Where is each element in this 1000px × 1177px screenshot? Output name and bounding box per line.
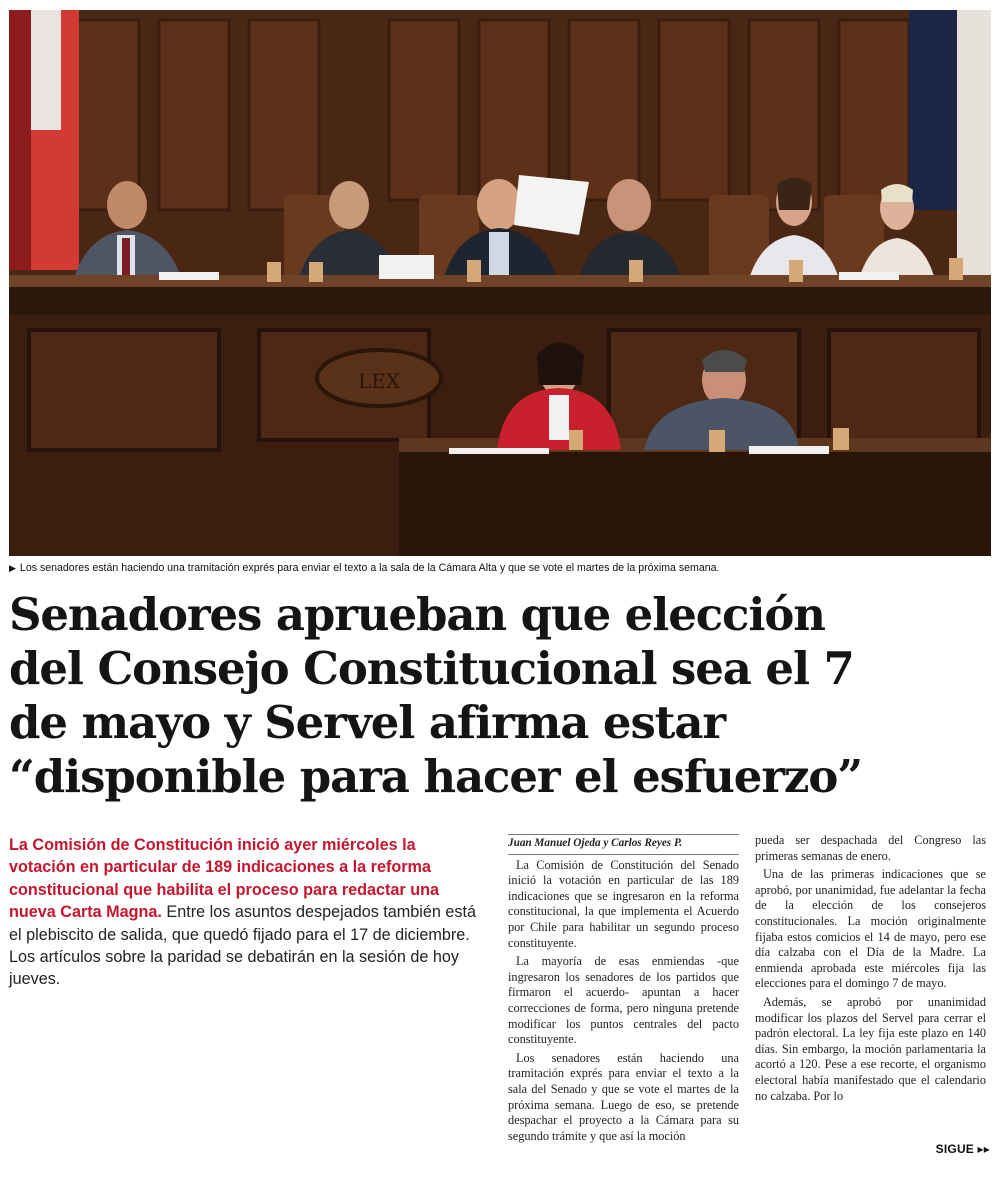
body-column-2: [755, 833, 986, 1104]
plaque-text: LEX: [357, 369, 401, 393]
byline: Juan Manuel Ojeda y Carlos Reyes P.: [508, 834, 739, 855]
body-paragraph: La Comisión de Constitución del Senado inició la votación en particular de las 189 indicaciones que se ingresaron en la reforma constitucional, la que implementa el Acuerdo por Chile para habilitar un segundo proceso constituyente.: [508, 857, 739, 950]
headline: Senadores aprueban que elección del Consejo Constitucional sea el 7 de mayo y Servel afirma estar “disponible para hacer el esfuerzo”: [9, 588, 863, 803]
continue-marker: SIGUE ▸▸: [935, 1142, 990, 1156]
lead-highlight: La Comisión de Constitución inició ayer miércoles la votación en particular de 189 indicaciones a la reforma constitucional que habilita el proceso para redactar una nueva Carta Magna.: [9, 836, 439, 922]
caption-text: Los senadores están haciendo una tramitación exprés para enviar el texto a la sala de la Cámara Alta y que se vote el martes de la próxima semana.: [19, 562, 720, 574]
lead-rest: Entre los asuntos despejados también está el plebiscito de salida, que quedó fijado para el 17 de diciembre. Los artículos sobre la paridad se debatirán en la sesión de hoy jueves.: [9, 903, 476, 989]
body-paragraph: Además, se aprobó por unanimidad modificar los plazos del Servel para cerrar el padrón electoral. La ley fija este plazo en 140 días. Sin embargo, la moción parlamentaria la acortó a 120. Pese a ese recorte, el organismo electoral había manifestado que el calendario no calzaba. Por lo: [755, 994, 986, 1103]
body-paragraph: pueda ser despachada del Congreso las primeras semanas de enero.: [755, 833, 986, 863]
body-paragraph: Una de las primeras indicaciones que se aprobó, por unanimidad, fue adelantar la fecha de la elección de los consejeros constitucionales. La moción originalmente fijaba estos comicios el 14 de mayo, pero ese día calzaba con el Día de la Madre. La enmienda aprobada este miércoles fija las elecciones para el domingo 7 de mayo.: [755, 867, 986, 991]
body-paragraph: La mayoría de esas enmiendas -que ingresaron los senadores de los partidos que firmaron el acuerdo- apuntan a hacer correcciones de forma, pero ninguna pretende modificar los puntos centrales del pacto constituyente.: [508, 954, 739, 1047]
body-column-1: [508, 834, 739, 1144]
news-photo: [9, 10, 991, 556]
photo-caption: [9, 562, 991, 574]
body-paragraph: Los senadores están haciendo una tramitación exprés para enviar el texto a la sala del Senado y que se vote el martes de la próxima semana. Luego de eso, se pretende despachar el proyecto a la Cámara para su segundo trámite y que así la moción: [508, 1050, 739, 1143]
caption-arrow-icon: ▶: [9, 563, 16, 573]
lead-paragraph: [9, 834, 484, 991]
